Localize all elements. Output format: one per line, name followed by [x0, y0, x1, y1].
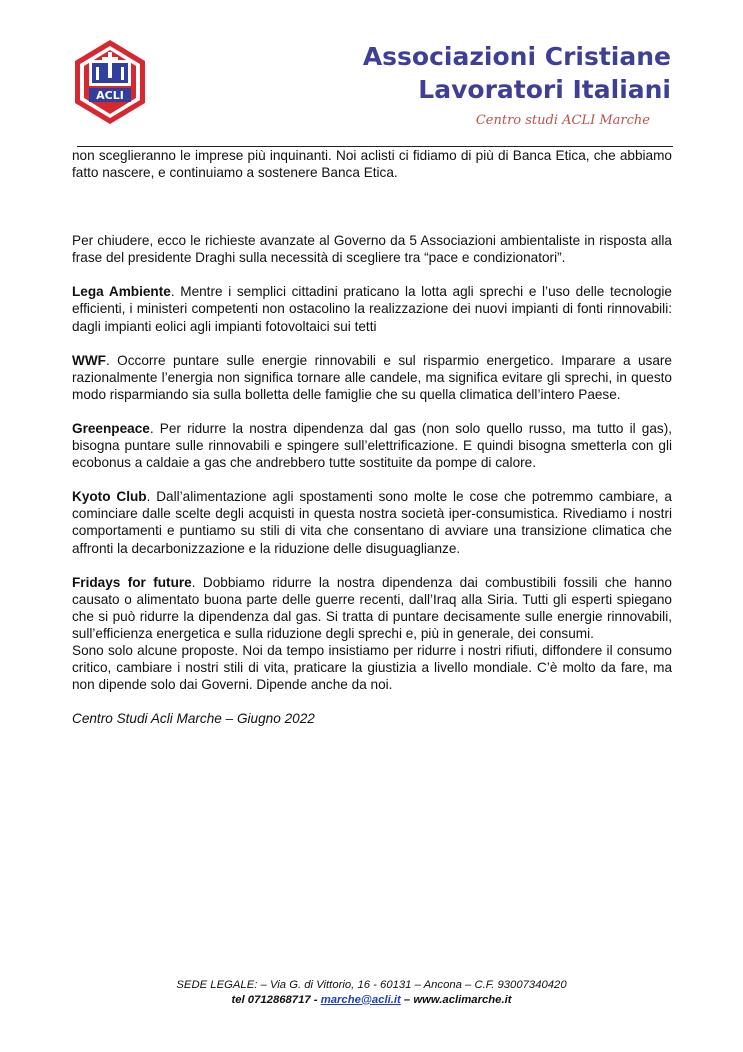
svg-text:ACLI: ACLI: [96, 89, 124, 102]
kyoto-label: Kyoto Club: [72, 489, 147, 505]
paragraph-wwf: [72, 352, 672, 403]
paragraph-banca-etica: non sceglieranno le imprese più inquinanti. Noi aclisti ci fidiamo di più di Banca Etica, che abbiamo fatto nascere, e continuiamo a sostenere Banca Etica.: [72, 148, 672, 181]
legambiente-text: . Mentre i semplici cittadini praticano la lotta agli sprechi e l’uso delle tecnologie efficienti, i ministeri competenti non ostacolino la realizzazione dei nuovi impianti di fonti rinnovabili: dagli impianti eolici agli impianti fotovoltaici sui tetti: [72, 284, 672, 334]
kyoto-text: . Dall’alimentazione agli spostamenti sono molte le cose che potremmo cambiare, a cominciare dalle scelte degli acquisti in questa nostra società iper-consumistica. Rivediamo i nostri comportamenti e puntiamo su stili di vita che consentano di avviare una transizione climatica che affronti la decarbonizzazione e la riduzione delle disuguaglianze.: [72, 489, 672, 556]
fridays-label: Fridays for future: [72, 574, 192, 590]
footer-contacts: [0, 993, 743, 1008]
paragraph-greenpeace: [72, 420, 672, 471]
paragraph-kyoto-club: [72, 488, 672, 556]
acli-logo: [72, 38, 148, 126]
organization-name-line1: Associazioni Cristiane: [362, 42, 671, 71]
greenpeace-label: Greenpeace: [72, 420, 150, 436]
fridays-text: . Dobbiamo ridurre la nostra dipendenza dai combustibili fossili che hanno causato o alimentato buona parte delle guerre recenti, dall’Iraq alla Siria. Tutti gli esperti spiegano che si può ridurre la dipendenza dal gas. Si tratta di puntare decisamente sulle energie rinnovabili, sull’efficienza energetica e sulla riduzione degli sprechi e, più in generale, dei consumi.: [72, 574, 672, 641]
paragraph-closing: Sono solo alcune proposte. Noi da tempo insistiamo per ridurre i nostri rifiuti, diffondere il consumo critico, cambiare i nostri stili di vita, praticare la giustizia a livello mondiale. C’è molto da fare, ma non dipende solo dai Governi. Dipende anche da noi.: [72, 642, 672, 693]
footer-phone: tel 0712868717 -: [231, 993, 321, 1006]
paragraph-intro-richieste: Per chiudere, ecco le richieste avanzate al Governo da 5 Associazioni ambientaliste in risposta alla frase del presidente Draghi sulla necessità di scegliere tra “pace e condizionatori”.: [72, 233, 672, 266]
wwf-text: . Occorre puntare sulle energie rinnovabili e sul risparmio energetico. Imparare a usare razionalmente l’energia non significa tornare alle candele, ma significa evitare gli sprechi, in questo modo risparmiando sia sulla bolletta delle famiglie che su quella climatica dell’intero Paese.: [72, 352, 672, 402]
page-footer: [0, 978, 743, 1007]
paragraph-fridays-for-future: [72, 574, 672, 642]
footer-address: SEDE LEGALE: – Via G. di Vittorio, 16 - 60131 – Ancona – C.F. 93007340420: [176, 979, 567, 991]
organization-name: [363, 40, 671, 106]
document-body: [72, 147, 672, 727]
wwf-label: WWF: [72, 352, 106, 368]
signature: Centro Studi Acli Marche – Giugno 2022: [72, 711, 315, 727]
organization-name-line2: Lavoratori Italiani: [418, 75, 671, 104]
greenpeace-text: . Per ridurre la nostra dipendenza dal gas (non solo quello russo, ma tutto il gas), bisogna puntare sulle rinnovabili e spingere sull’elettrificazione. E quindi bisogna smetterla con gli ecobonus a caldaie a gas che andrebbero tutte sostituite da pompe di calore.: [72, 420, 672, 471]
legambiente-label: Lega Ambiente: [72, 284, 171, 300]
footer-website: – www.aclimarche.it: [400, 993, 512, 1006]
footer-email-link[interactable]: marche@acli.it: [320, 993, 401, 1006]
header-subtitle: Centro studi ACLI Marche: [475, 113, 650, 128]
paragraph-legambiente: [72, 283, 672, 334]
